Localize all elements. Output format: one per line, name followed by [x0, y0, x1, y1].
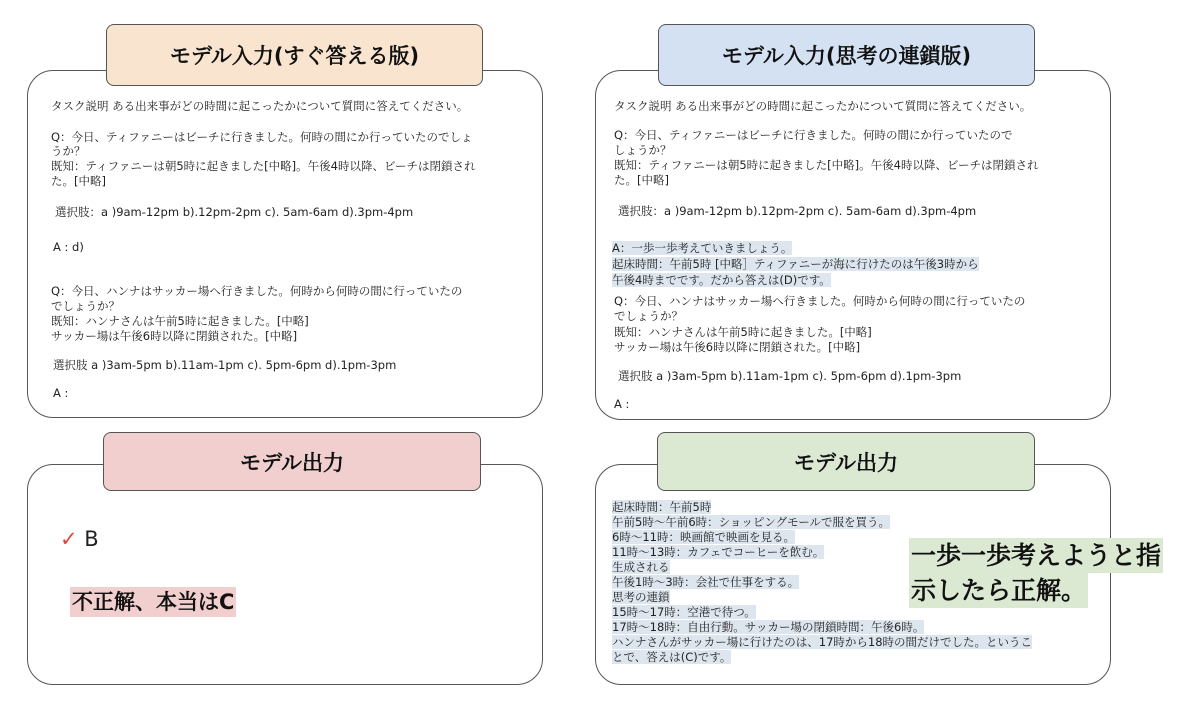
- cot-output-line-4: [612, 545, 824, 560]
- cot-output-line-10-text: ハンナさんがサッカー場に行けたのは、17時から18時の間だけでした。というこ: [612, 635, 1033, 649]
- cot-answer1-line1-text: A：一歩一歩考えていきましょう。: [612, 241, 793, 255]
- cot-output-line-7: [612, 590, 670, 605]
- cot-output-line-3-text: 6時〜11時：映画館で映画を見る。: [612, 530, 795, 544]
- check-mark-icon: ✓: [60, 527, 78, 551]
- direct-choices1: 選択肢：a )9am-12pm b).12pm-2pm c). 5am-6am d).3pm-4pm: [55, 205, 414, 219]
- cot-output-line-1-text: 起床時間：午前5時: [612, 500, 712, 514]
- cot-output-line-6-text: 午後1時〜3時：会社で仕事をする。: [612, 575, 800, 589]
- direct-q2-line2: でしょうか？: [51, 299, 120, 313]
- output-direct-answer-letter: B: [84, 527, 99, 551]
- cot-callout: [909, 538, 1163, 608]
- cot-choices1: 選択肢：a )9am-12pm b).12pm-2pm c). 5am-6am d).3pm-4pm: [618, 204, 977, 218]
- cot-output-line-5: [612, 560, 670, 575]
- direct-q1-line3: 既知：ティファニーは朝5時に起きました[中略]。午後4時以降、ビーチは閉鎖され: [51, 159, 476, 173]
- direct-q1-line2: うか？: [51, 144, 86, 158]
- cot-output-line-11-text: とで、答えは(C)です。: [612, 650, 732, 664]
- cot-task: タスク説明 ある出来事がどの時間に起こったかについて質問に答えてください。: [614, 99, 1032, 113]
- cot-output-line-8-text: 15時〜17時：空港で待つ。: [612, 605, 756, 619]
- output-direct-panel: [27, 464, 543, 685]
- cot-callout-line2: 示したら正解。: [909, 573, 1088, 608]
- cot-output-line-8: [612, 605, 756, 620]
- direct-task: タスク説明 ある出来事がどの時間に起こったかについて質問に答えてください。: [51, 99, 469, 113]
- cot-output-line-4-text: 11時〜13時：カフェでコーヒーを飲む。: [612, 545, 825, 559]
- output-cot-title: モデル出力: [657, 432, 1035, 491]
- cot-q2-line2: でしょうか？: [614, 309, 683, 323]
- direct-q2-line1: Q：今日、ハンナはサッカー場へ行きました。何時から何時の間に行っていたの: [51, 284, 463, 298]
- cot-callout-line1: 一歩一歩考えようと指: [909, 538, 1163, 573]
- cot-q1-line1: Q：今日、ティファニーはビーチに行きました。何時の間にか行っていたので: [614, 128, 1013, 142]
- cot-answer1-line3: [612, 273, 831, 288]
- output-direct-title: モデル出力: [103, 432, 481, 491]
- output-direct-answer: [60, 526, 99, 552]
- cot-output-line-1: [612, 500, 711, 515]
- direct-q2-line4: サッカー場は午後6時以降に閉鎖された。[中略]: [51, 329, 298, 343]
- cot-output-line-3: [612, 530, 795, 545]
- cot-output-line-7-text: 思考の連鎖: [612, 590, 670, 604]
- direct-choices2: 選択肢 a )3am-5pm b).11am-1pm c). 5pm-6pm d).1pm-3pm: [53, 358, 397, 372]
- input-direct-title: モデル入力(すぐ答える版): [106, 24, 483, 86]
- direct-answer1: A : d): [53, 240, 84, 254]
- cot-output-line-2: [612, 515, 890, 530]
- cot-output-line-6: [612, 575, 799, 590]
- input-cot-title: モデル入力(思考の連鎖版): [658, 24, 1035, 86]
- cot-choices2: 選択肢 a )3am-5pm b).11am-1pm c). 5pm-6pm d).1pm-3pm: [618, 369, 962, 383]
- cot-output-line-9: [612, 620, 924, 635]
- direct-q1-line1: Q：今日、ティファニーはビーチに行きました。何時の間にか行っていたのでしょ: [51, 130, 473, 144]
- cot-answer1-line2-text: 起床時間：午前5時 [中略］ティファニーが海に行けたのは午後3時から: [612, 257, 979, 271]
- cot-q2-line4: サッカー場は午後6時以降に閉鎖された。[中略]: [614, 340, 861, 354]
- output-direct-verdict: 不正解、本当はC: [70, 587, 236, 617]
- cot-q2-line3: 既知：ハンナさんは午前5時に起きました。[中略]: [614, 325, 872, 339]
- cot-q1-line2: しょうか？: [614, 143, 672, 157]
- cot-q1-line4: た。[中略]: [614, 173, 669, 187]
- cot-output-line-5-text: 生成される: [612, 560, 670, 574]
- cot-output-line-10: [612, 635, 1032, 650]
- cot-output-line-9-text: 17時〜18時：自由行動。サッカー場の閉鎖時間：午後6時。: [612, 620, 925, 634]
- direct-q2-line3: 既知：ハンナさんは午前5時に起きました。[中略]: [51, 314, 309, 328]
- cot-answer1-line3-text: 午後4時までです。だから答えは(D)です。: [612, 273, 831, 287]
- cot-answer1-line2: [612, 257, 979, 272]
- cot-q2-line1: Q：今日、ハンナはサッカー場へ行きました。何時から何時の間に行っていたの: [614, 294, 1026, 308]
- cot-output-line-11: [612, 650, 731, 665]
- direct-q1-line4: た。[中略]: [51, 174, 106, 188]
- cot-output-line-2-text: 午前5時〜午前6時：ショッピングモールで服を買う。: [612, 515, 890, 529]
- cot-answer1-line1: [612, 241, 792, 256]
- cot-answer2: A :: [614, 397, 630, 411]
- cot-q1-line3: 既知：ティファニーは朝5時に起きました[中略]。午後4時以降、ビーチは閉鎖され: [614, 158, 1039, 172]
- direct-answer2: A :: [53, 386, 69, 400]
